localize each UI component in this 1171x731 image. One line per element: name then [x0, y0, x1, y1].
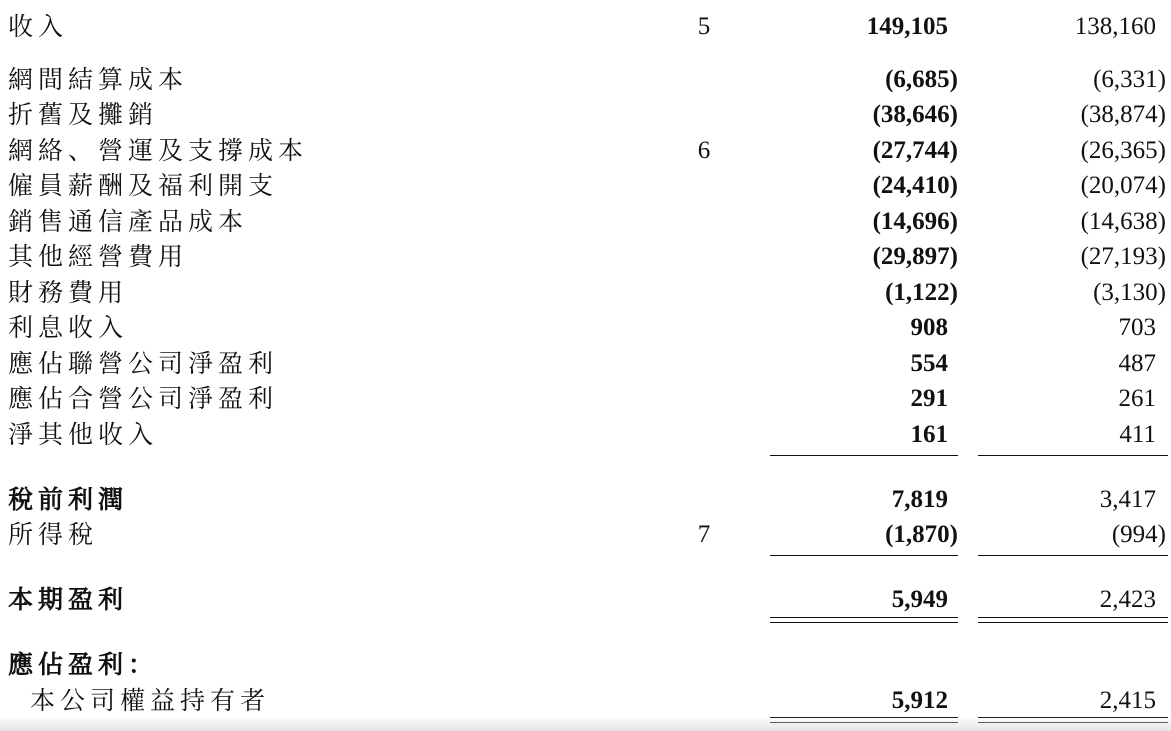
prior-period-value: 3,417	[1099, 486, 1156, 513]
page-edge-shadow	[0, 716, 1171, 731]
prior-period-value: 411	[1119, 421, 1156, 448]
table-row-income-tax	[0, 518, 1171, 552]
prior-period-value: (994)	[1111, 521, 1166, 548]
row-label: 應佔合營公司淨盈利	[8, 384, 279, 413]
prior-period-value: (3,130)	[1093, 279, 1166, 306]
prior-period-value: 2,423	[1099, 586, 1156, 613]
current-period-value: (24,410)	[872, 172, 958, 199]
current-period-value: (6,685)	[885, 66, 958, 93]
current-period-value: (1,870)	[885, 521, 958, 548]
row-label: 淨其他收入	[8, 420, 159, 449]
current-period-value: 7,819	[891, 486, 948, 513]
table-row	[0, 311, 1171, 345]
current-period-value: 161	[910, 421, 948, 448]
row-label: 所得稅	[8, 520, 99, 549]
current-period-value: 149,105	[866, 13, 948, 40]
table-row	[0, 347, 1171, 381]
table-row-profit-before-tax	[0, 483, 1171, 517]
table-row	[0, 98, 1171, 132]
prior-period-value: 487	[1118, 350, 1156, 377]
table-row-attributable-heading	[0, 648, 1171, 682]
table-row	[0, 240, 1171, 274]
total-double-rule	[978, 617, 1168, 623]
prior-period-value: (27,193)	[1080, 243, 1166, 270]
table-row-equity-holders	[0, 684, 1171, 718]
note-number: 7	[697, 521, 711, 548]
current-period-value: (1,122)	[885, 279, 958, 306]
current-period-value: 908	[910, 314, 948, 341]
prior-period-value: 138,160	[1074, 13, 1156, 40]
table-row	[0, 63, 1171, 97]
table-row	[0, 418, 1171, 452]
total-double-rule	[770, 617, 958, 623]
prior-period-value: 261	[1118, 385, 1156, 412]
row-label: 利息收入	[8, 313, 129, 342]
subtotal-rule	[770, 555, 958, 556]
row-label: 僱員薪酬及福利開支	[8, 171, 279, 200]
prior-period-value: 703	[1118, 314, 1156, 341]
subtotal-rule	[978, 555, 1168, 556]
current-period-value: 5,912	[891, 687, 948, 714]
prior-period-value: 2,415	[1099, 687, 1156, 714]
table-row	[0, 382, 1171, 416]
prior-period-value: (20,074)	[1080, 172, 1166, 199]
prior-period-value: (6,331)	[1093, 66, 1166, 93]
table-row-profit-for-period	[0, 583, 1171, 617]
table-row	[0, 205, 1171, 239]
prior-period-value: (38,874)	[1080, 101, 1166, 128]
row-label: 財務費用	[8, 278, 129, 307]
current-period-value: (27,744)	[872, 137, 958, 164]
current-period-value: (14,696)	[872, 208, 958, 235]
row-label: 應佔聯營公司淨盈利	[8, 349, 279, 378]
current-period-value: (38,646)	[872, 101, 958, 128]
row-label: 其他經營費用	[8, 242, 189, 271]
current-period-value: 291	[910, 385, 948, 412]
table-row	[0, 169, 1171, 203]
note-number: 6	[697, 137, 711, 164]
row-label: 銷售通信產品成本	[8, 207, 249, 236]
row-label: 稅前利潤	[8, 485, 129, 514]
row-label: 折舊及攤銷	[8, 100, 159, 129]
table-row-revenue	[0, 10, 1171, 44]
row-label: 網絡、營運及支撐成本	[8, 136, 309, 165]
row-label: 本期盈利	[8, 585, 129, 614]
current-period-value: 5,949	[891, 586, 948, 613]
row-label: 網間結算成本	[8, 65, 189, 94]
row-label: 應佔盈利：	[8, 650, 159, 679]
prior-period-value: (26,365)	[1080, 137, 1166, 164]
table-row	[0, 276, 1171, 310]
table-row	[0, 134, 1171, 168]
row-label: 收入	[8, 12, 69, 41]
current-period-value: (29,897)	[872, 243, 958, 270]
subtotal-rule	[978, 455, 1168, 456]
row-label: 本公司權益持有者	[30, 686, 271, 715]
current-period-value: 554	[910, 350, 948, 377]
subtotal-rule	[770, 455, 958, 456]
prior-period-value: (14,638)	[1080, 208, 1166, 235]
note-number: 5	[697, 13, 711, 40]
